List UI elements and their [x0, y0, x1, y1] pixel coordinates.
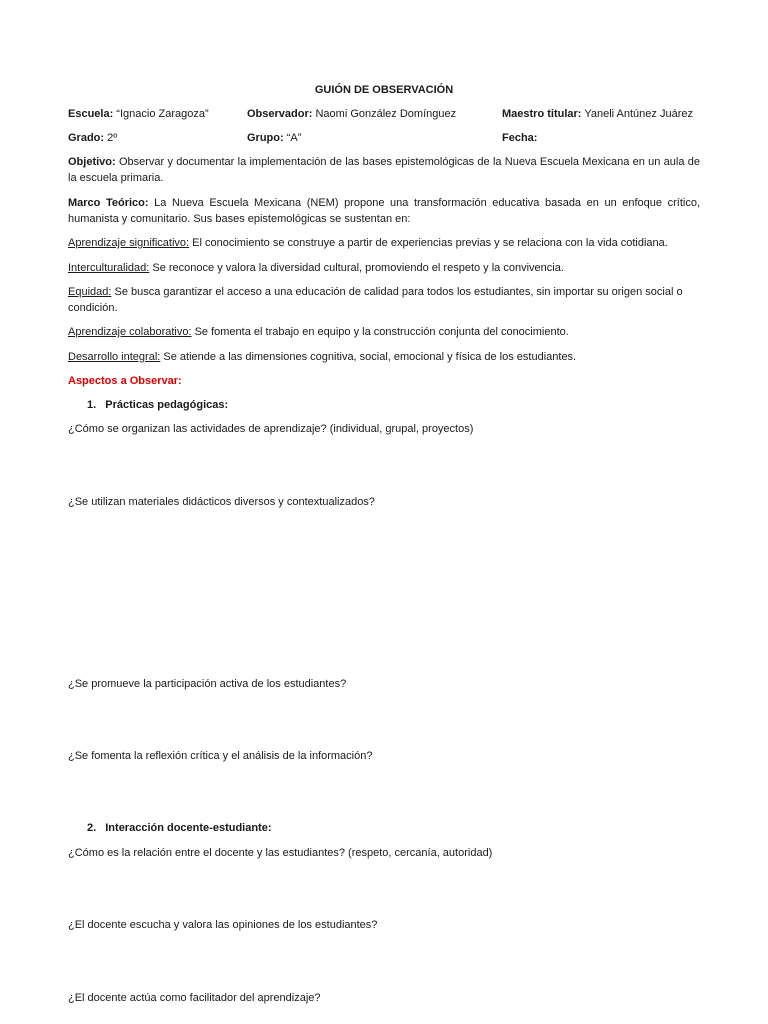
objetivo-text: Observar y documentar la implementación de las bases epistemológicas de la Nueva Escuela Mexicana en un aula de la escuela primaria.: [68, 156, 700, 184]
section-1-heading: [87, 397, 228, 413]
section-title: Prácticas pedagógicas:: [105, 399, 229, 411]
question: ¿El docente actúa como facilitador del aprendizaje?: [68, 992, 321, 1004]
base-term: Equidad:: [68, 286, 112, 298]
question: ¿Se promueve la participación activa de los estudiantes?: [68, 678, 347, 690]
marco-text: La Nueva Escuela Mexicana (NEM) propone una transformación educativa basada en un enfoque crítico, humanista y comunitario. Sus bases epistemológicas se sustentan en:: [68, 197, 701, 225]
fecha-label: Fecha:: [502, 132, 538, 144]
objetivo-paragraph: [68, 154, 700, 186]
question: ¿Cómo se organizan las actividades de aprendizaje? (individual, grupal, proyectos): [68, 423, 474, 435]
base-term: Interculturalidad:: [68, 262, 150, 274]
question: ¿Se utilizan materiales didácticos diversos y contextualizados?: [68, 496, 375, 508]
base-item: [68, 235, 700, 251]
grupo-value: “A”: [283, 132, 302, 144]
maestro-value: Yaneli Antúnez Juárez: [581, 108, 693, 120]
base-text: Se reconoce y valora la diversidad cultural, promoviendo el respeto y la convivencia.: [149, 262, 564, 274]
escuela-value: “Ignacio Zaragoza”: [113, 108, 209, 120]
escuela-label: Escuela:: [68, 108, 114, 120]
grupo-label: Grupo:: [247, 132, 284, 144]
grupo-field: [247, 130, 301, 146]
grado-label: Grado:: [68, 132, 105, 144]
base-text: Se atiende a las dimensiones cognitiva, social, emocional y física de los estudiantes.: [160, 351, 577, 363]
fecha-field: [502, 130, 537, 146]
base-text: Se busca garantizar el acceso a una educación de calidad para todos los estudiantes, sin importar su origen social o condición.: [68, 286, 683, 314]
objetivo-label: Objetivo:: [68, 156, 116, 168]
aspectos-heading: Aspectos a Observar:: [68, 375, 182, 387]
base-item: [68, 324, 700, 340]
observador-label: Observador:: [247, 108, 313, 120]
question: ¿Se fomenta la reflexión crítica y el análisis de la información?: [68, 750, 373, 762]
section-number: 1.: [87, 399, 97, 411]
observador-field: [247, 106, 456, 122]
marco-paragraph: [68, 195, 700, 227]
document-title: GUIÓN DE OBSERVACIÓN: [314, 84, 454, 96]
base-term: Aprendizaje significativo:: [68, 237, 190, 249]
base-item: [68, 349, 700, 365]
base-item: [68, 260, 700, 276]
question: ¿El docente escucha y valora las opiniones de los estudiantes?: [68, 919, 378, 931]
maestro-field: [502, 106, 693, 122]
escuela-field: [68, 106, 209, 122]
section-number: 2.: [87, 822, 97, 834]
section-2-heading: [87, 820, 272, 836]
section-title: Interacción docente-estudiante:: [105, 822, 272, 834]
grado-value: 2º: [104, 132, 118, 144]
maestro-label: Maestro titular:: [502, 108, 582, 120]
marco-label: Marco Teórico:: [68, 197, 149, 209]
base-text: Se fomenta el trabajo en equipo y la construcción conjunta del conocimiento.: [191, 326, 569, 338]
base-term: Aprendizaje colaborativo:: [68, 326, 192, 338]
base-text: El conocimiento se construye a partir de experiencias previas y se relaciona con la vida cotidiana.: [189, 237, 668, 249]
question: ¿Cómo es la relación entre el docente y las estudiantes? (respeto, cercanía, autoridad): [68, 847, 493, 859]
observador-value: Naomi González Domínguez: [312, 108, 457, 120]
base-term: Desarrollo integral:: [68, 351, 161, 363]
grado-field: [68, 130, 117, 146]
base-item: [68, 284, 700, 316]
